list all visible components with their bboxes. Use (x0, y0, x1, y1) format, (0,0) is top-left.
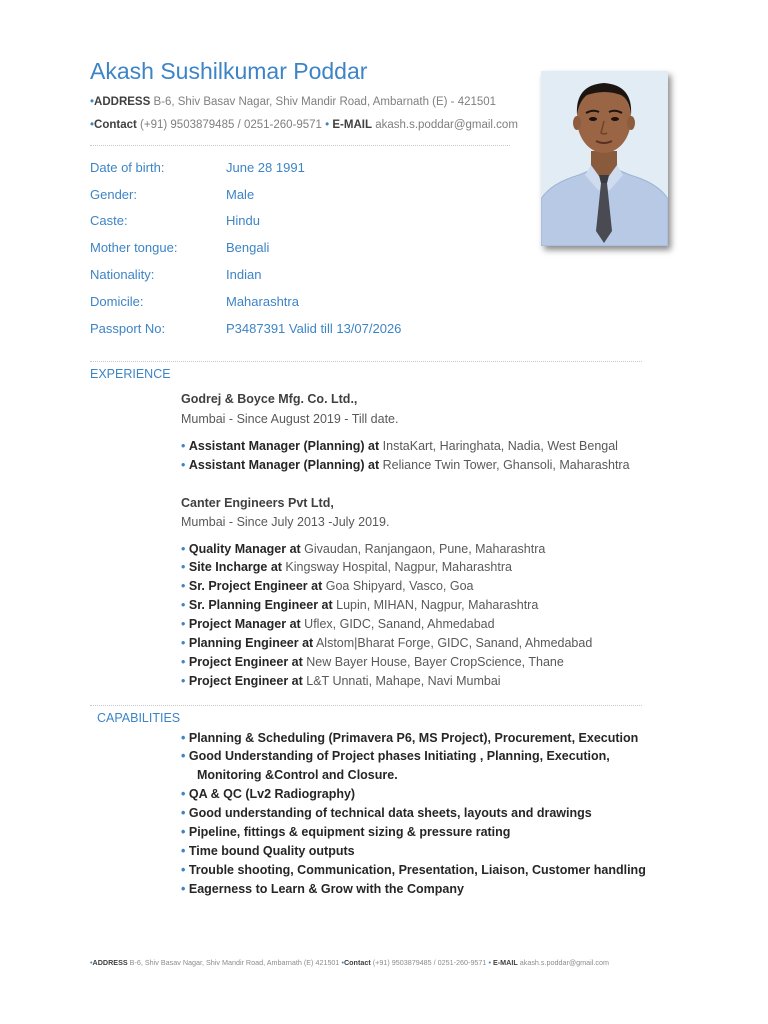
experience-item (181, 439, 618, 453)
capability-item (181, 882, 464, 896)
capability-text: Planning & Scheduling (Primavera P6, MS Project), Procurement, Execution (188, 731, 639, 745)
email-value: akash.s.poddar@gmail.com (372, 119, 518, 131)
footer-email-label: E-MAIL (492, 958, 518, 967)
footer-contact-value: (+91) 9503879485 / 0251-260-9571 (370, 958, 489, 967)
capability-continuation: Monitoring &Control and Closure. (197, 768, 398, 782)
capability-item (181, 806, 592, 820)
mother-tongue-label: Mother tongue: (90, 240, 178, 255)
experience-item (181, 579, 474, 593)
role: Sr. Project Engineer at (188, 579, 323, 593)
experience-item (181, 674, 501, 688)
capability-item (181, 863, 646, 877)
footer-contact (90, 958, 609, 967)
bullet-icon: • (90, 958, 93, 967)
bullet-icon: • (181, 844, 189, 858)
role: Project Manager at (188, 617, 301, 631)
role: Assistant Manager (Planning) at (188, 458, 380, 472)
bullet-icon: • (181, 674, 189, 688)
footer-email-value: akash.s.poddar@gmail.com (517, 958, 609, 967)
gender-label: Gender: (90, 187, 137, 202)
bullet-icon: • (181, 655, 189, 669)
place: Goa Shipyard, Vasco, Goa (322, 579, 474, 593)
capabilities-heading: CAPABILITIES (97, 711, 181, 725)
capability-item (181, 787, 355, 801)
divider (90, 705, 642, 706)
footer-contact-label: Contact (343, 958, 371, 967)
role: Planning Engineer at (188, 636, 314, 650)
place: Alstom|Bharat Forge, GIDC, Sanand, Ahmedabad (313, 636, 593, 650)
role: Assistant Manager (Planning) at (188, 439, 380, 453)
address-value: B-6, Shiv Basav Nagar, Shiv Mandir Road, Ambarnath (E) - 421501 (150, 96, 497, 108)
experience-item (181, 458, 630, 472)
experience-item (181, 560, 512, 574)
nationality-value: Indian (226, 267, 262, 282)
bullet-icon: • (181, 787, 189, 801)
bullet-icon: • (181, 806, 189, 820)
footer-address-label: ADDRESS (92, 958, 128, 967)
caste-label: Caste: (90, 213, 128, 228)
divider (90, 145, 510, 146)
place: Lupin, MIHAN, Nagpur, Maharashtra (332, 598, 539, 612)
place: Kingsway Hospital, Nagpur, Maharashtra (281, 560, 512, 574)
company-name: Godrej & Boyce Mfg. Co. Ltd., (181, 392, 358, 406)
bullet-icon: • (90, 119, 95, 131)
place: L&T Unnati, Mahape, Navi Mumbai (302, 674, 501, 688)
dob-value: June 28 1991 (226, 160, 305, 175)
experience-item (181, 636, 592, 650)
bullet-icon: • (325, 119, 330, 131)
capability-item (181, 825, 510, 839)
bullet-icon: • (181, 560, 189, 574)
place: New Bayer House, Bayer CropScience, Thane (302, 655, 564, 669)
company-name: Canter Engineers Pvt Ltd, (181, 496, 334, 510)
role: Project Engineer at (188, 655, 303, 669)
role: Project Engineer at (188, 674, 303, 688)
dob-label: Date of birth: (90, 160, 165, 175)
bullet-icon: • (181, 598, 189, 612)
capability-text: Time bound Quality outputs (188, 844, 355, 858)
bullet-icon: • (181, 458, 189, 472)
passport-value: P3487391 Valid till 13/07/2026 (226, 321, 402, 336)
experience-item (181, 617, 495, 631)
bullet-icon: • (90, 96, 95, 108)
footer-address-value: B-6, Shiv Basav Nagar, Shiv Mandir Road, Ambarnath (E) 421501 (127, 958, 342, 967)
experience-item (181, 655, 564, 669)
capability-text: Trouble shooting, Communication, Presentation, Liaison, Customer handling (188, 863, 646, 877)
place: Givaudan, Ranjangaon, Pune, Maharashtra (300, 542, 546, 556)
capability-item (181, 844, 355, 858)
domicile-label: Domicile: (90, 294, 144, 309)
bullet-icon: • (181, 439, 189, 453)
bullet-icon: • (181, 825, 189, 839)
gender-value: Male (226, 187, 255, 202)
contact-value: (+91) 9503879485 / 0251-260-9571 (136, 119, 326, 131)
capability-item (181, 749, 610, 763)
bullet-icon: • (181, 882, 189, 896)
address-label: ADDRESS (94, 96, 151, 108)
contact-line (90, 119, 518, 131)
experience-heading: EXPERIENCE (90, 367, 171, 381)
candidate-name: Akash Sushilkumar Poddar (90, 58, 368, 84)
bullet-icon: • (181, 749, 189, 763)
bullet-icon: • (181, 579, 189, 593)
caste-value: Hindu (226, 213, 260, 228)
bullet-icon: • (181, 731, 189, 745)
divider (90, 361, 642, 362)
capability-text: Eagerness to Learn & Grow with the Company (188, 882, 464, 896)
email-label: E-MAIL (332, 119, 372, 131)
experience-item (181, 542, 545, 556)
capability-text: Good Understanding of Project phases Initiating , Planning, Execution, (188, 749, 610, 763)
address-line (90, 96, 496, 108)
profile-photo (541, 71, 668, 246)
place: Reliance Twin Tower, Ghansoli, Maharashtra (379, 458, 630, 472)
capability-text: Good understanding of technical data sheets, layouts and drawings (188, 806, 592, 820)
contact-label: Contact (94, 119, 137, 131)
bullet-icon: • (181, 636, 189, 650)
passport-label: Passport No: (90, 321, 166, 336)
bullet-icon: • (181, 542, 189, 556)
nationality-label: Nationality: (90, 267, 155, 282)
place: InstaKart, Haringhata, Nadia, West Bengal (379, 439, 618, 453)
profile-photo-icon (541, 71, 668, 246)
role: Quality Manager at (188, 542, 301, 556)
experience-item (181, 598, 538, 612)
bullet-icon: • (181, 863, 189, 877)
capability-text: QA & QC (Lv2 Radiography) (188, 787, 356, 801)
bullet-icon: • (181, 617, 189, 631)
place: Uflex, GIDC, Sanand, Ahmedabad (300, 617, 495, 631)
bullet-icon: • (341, 958, 344, 967)
mother-tongue-value: Bengali (226, 240, 270, 255)
role: Sr. Planning Engineer at (188, 598, 333, 612)
bullet-icon: • (488, 958, 491, 967)
capability-text: Pipeline, fittings & equipment sizing & pressure rating (188, 825, 511, 839)
company-period: Mumbai - Since August 2019 - Till date. (181, 412, 399, 426)
capability-item (181, 731, 638, 745)
company-period: Mumbai - Since July 2013 -July 2019. (181, 515, 390, 529)
role: Site Incharge at (188, 560, 282, 574)
domicile-value: Maharashtra (226, 294, 299, 309)
